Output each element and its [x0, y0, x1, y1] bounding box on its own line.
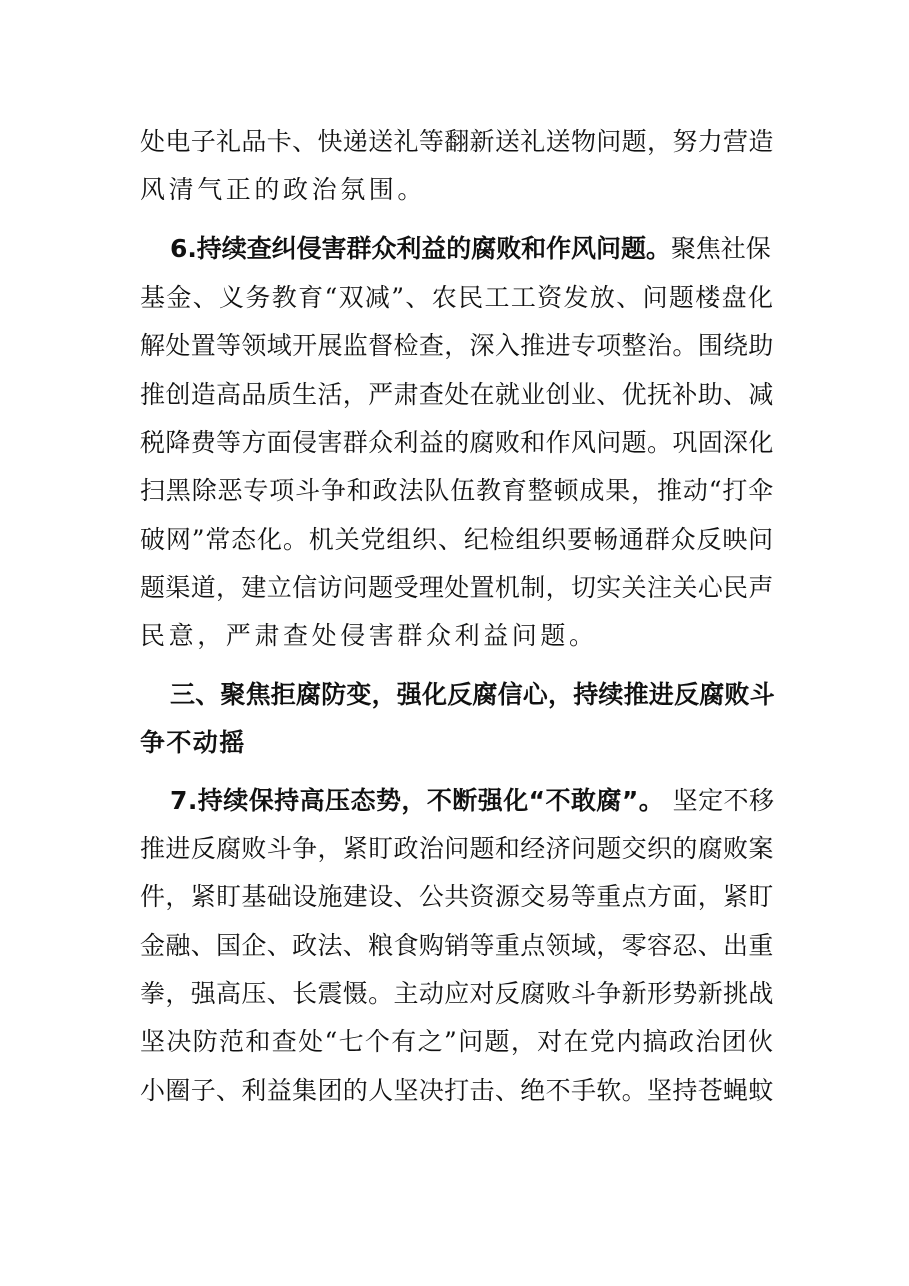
section-heading-text: 三、聚焦拒腐防变，强化反腐信心，持续推进反腐败斗	[170, 680, 775, 709]
paragraph-line: 件，紧盯基础设施建设、公共资源交易等重点方面，紧盯	[140, 882, 774, 911]
paragraph-line: 题渠道，建立信访问题受理处置机制，切实关注关心民声	[140, 573, 774, 602]
paragraph-line: 解处置等领域开展监督检查，深入推进专项整治。围绕助	[140, 331, 774, 360]
paragraph-title: 6.持续查纠侵害群众利益的腐败和作风问题。	[170, 234, 671, 263]
paragraph-line: 破网”常态化。机关党组织、纪检组织要畅通群众反映问	[140, 525, 775, 554]
paragraph-text: 坚定不移	[664, 786, 775, 815]
section-heading-text: 争不动摇	[140, 728, 246, 757]
paragraph-line: 税降费等方面侵害群众利益的腐败和作风问题。巩固深化	[140, 428, 774, 457]
section-heading-continuation	[140, 728, 246, 758]
paragraph-line: 基金、义务教育“双减”、农民工工资发放、问题楼盘化	[140, 283, 775, 312]
section-heading	[170, 680, 775, 710]
paragraph-line: 推进反腐败斗争，紧盯政治问题和经济问题交织的腐败案	[140, 834, 774, 863]
paragraph-line: 金融、国企、政法、粮食购销等重点领域，零容忍、出重	[140, 931, 774, 960]
paragraph-title: 7.持续保持高压态势，不断强化“不敢腐”。	[170, 786, 665, 815]
paragraph-line: 推创造高品质生活，严肃查处在就业创业、优抚补助、减	[140, 380, 774, 409]
paragraph-line: 风清气正的政治氛围。	[140, 175, 427, 204]
paragraph-first-line	[170, 234, 771, 264]
paragraph-line: 处电子礼品卡、快递送礼等翻新送礼送物问题，努力营造	[140, 127, 774, 156]
paragraph-line: 小圈子、利益集团的人坚决打击、绝不手软。坚持苍蝇蚊	[140, 1076, 774, 1105]
paragraph-line: 民意，严肃查处侵害群众利益问题。	[140, 621, 598, 650]
paragraph-line: 坚决防范和查处“七个有之”问题，对在党内搞政治团伙	[140, 1027, 775, 1056]
paragraph-line: 拳，强高压、长震慑。主动应对反腐败斗争新形势新挑战	[140, 979, 774, 1008]
paragraph-first-line	[170, 786, 774, 816]
paragraph-text: 聚焦社保	[670, 234, 771, 263]
paragraph-line: 扫黑除恶专项斗争和政法队伍教育整顿成果，推动“打伞	[140, 476, 775, 505]
